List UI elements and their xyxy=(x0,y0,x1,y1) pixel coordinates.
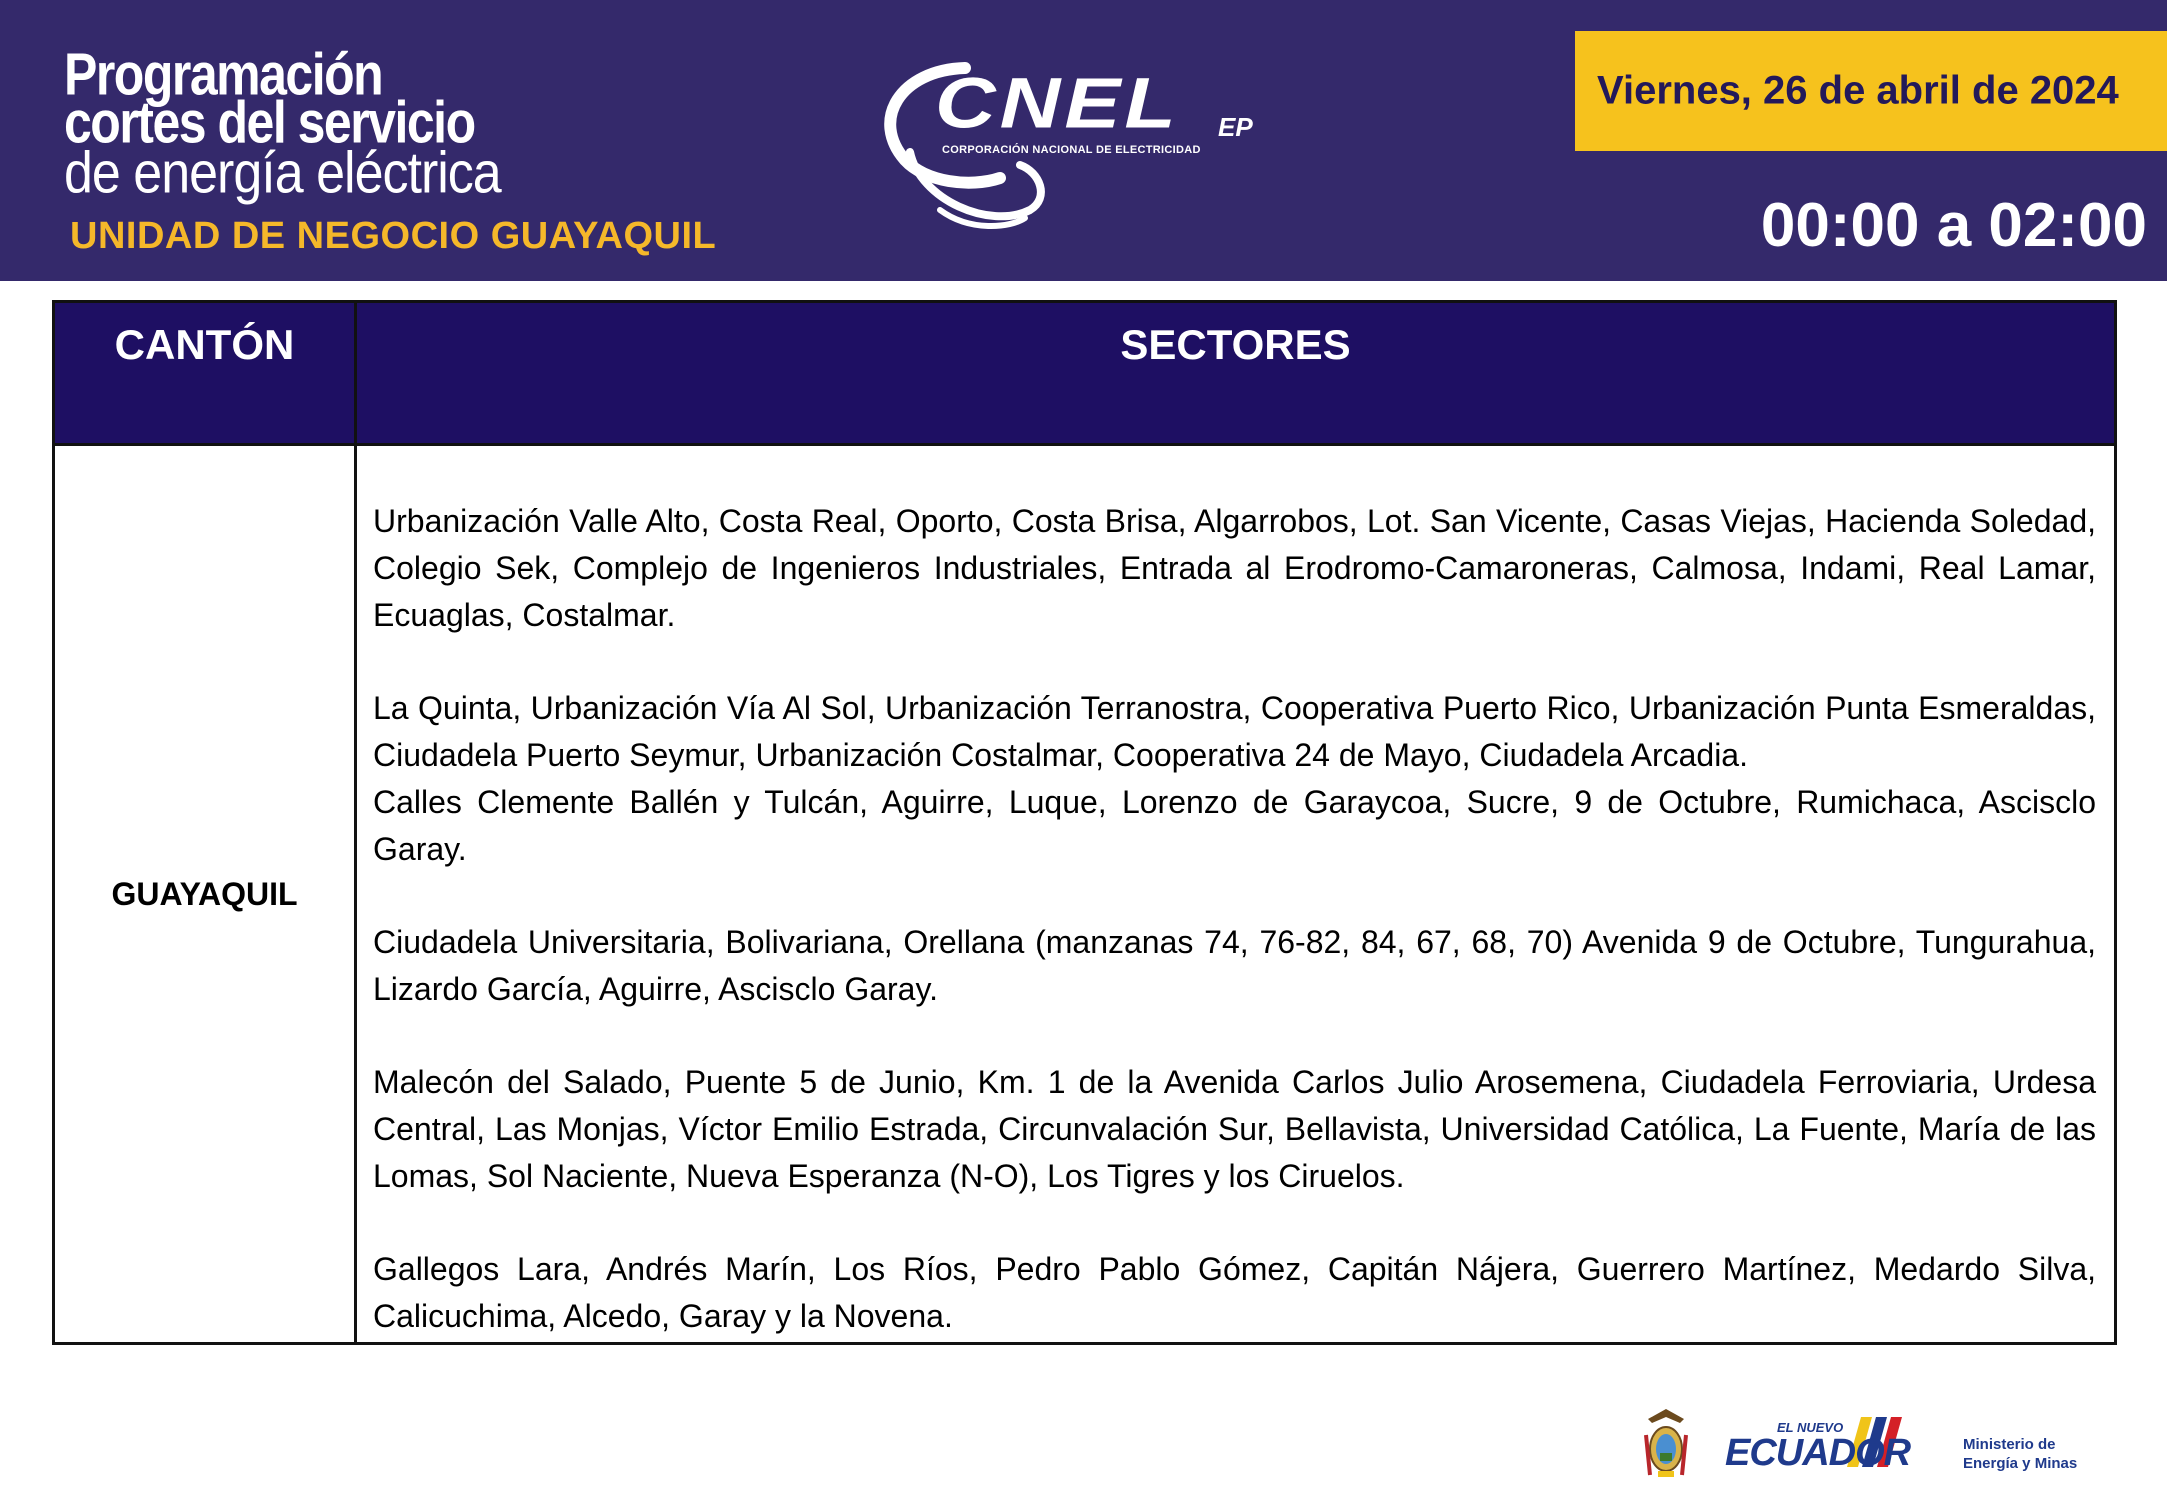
ecuador-wordmark: ECUADOR xyxy=(1725,1432,1911,1474)
date-text: Viernes, 26 de abril de 2024 xyxy=(1597,68,2119,113)
time-range: 00:00 a 02:00 xyxy=(1760,191,2147,260)
ministerio-line-1: Ministerio de xyxy=(1963,1436,2056,1453)
sector-paragraph: Malecón del Salado, Puente 5 de Junio, Km. 1 de la Avenida Carlos Julio Arosemena, Ciudadela Ferroviaria, Urdesa Central, Las Monjas, Víctor Emilio Estrada, Circunvalación Sur, Bellavista, Universidad Católica, La Fuente, María de las Lomas, Sol Naciente, Nueva Esperanza (N-O), Los Tigres y los Ciruelos. xyxy=(373,1064,2096,1194)
date-box xyxy=(1575,31,2167,151)
cnel-logo-wordmark: CNEL xyxy=(935,62,1180,143)
ministerio-line-2: Energía y Minas xyxy=(1963,1455,2078,1472)
sector-paragraph: Ciudadela Universitaria, Bolivariana, Orellana (manzanas 74, 76-82, 84, 67, 68, 70) Avenida 9 de Octubre, Tungurahua, Lizardo García, Aguirre, Ascisclo Garay. xyxy=(373,924,2096,1007)
sector-paragraph: Calles Clemente Ballén y Tulcán, Aguirre, Luque, Lorenzo de Garaycoa, Sucre, 9 de Octubre, Rumichaca, Ascisclo Garay. xyxy=(373,784,2096,867)
sectors-cell xyxy=(373,498,2096,1342)
sector-paragraph: La Quinta, Urbanización Vía Al Sol, Urbanización Terranostra, Cooperativa Puerto Rico, Urbanización Punta Esmeraldas, Ciudadela Puerto Seymur, Urbanización Costalmar, Cooperativa 24 de Mayo, Ciudadela Arcadia. xyxy=(373,690,2096,773)
ecuador-coat-of-arms-icon xyxy=(1646,1409,1686,1477)
title-line-1: Programación xyxy=(64,41,383,108)
sector-paragraph: Urbanización Valle Alto, Costa Real, Oporto, Costa Brisa, Algarrobos, Lot. San Vicente, Casas Viejas, Hacienda Soledad, Colegio Sek, Complejo de Ingenieros Industriales, Entrada al Erodromo-Camaroneras, Calmosa, Indami, Real Lamar, Ecuaglas, Costalmar. xyxy=(373,503,2096,633)
cnel-logo-subtitle: CORPORACIÓN NACIONAL DE ELECTRICIDAD xyxy=(942,144,1201,156)
canton-cell: GUAYAQUIL xyxy=(111,875,298,912)
outage-table xyxy=(52,300,2117,1345)
cnel-logo-ep: EP xyxy=(1218,112,1253,142)
business-unit-label: UNIDAD DE NEGOCIO GUAYAQUIL xyxy=(70,215,717,257)
header-divider xyxy=(55,443,2114,446)
header-banner xyxy=(0,0,2167,281)
column-header-sectores: SECTORES xyxy=(1120,321,1351,368)
ministerio-label xyxy=(1963,1435,2077,1473)
table-header-row xyxy=(55,303,2114,443)
column-header-canton: CANTÓN xyxy=(114,321,295,368)
el-nuevo-label: EL NUEVO xyxy=(1777,1420,1844,1435)
title-line-2: cortes del servicio xyxy=(64,89,475,156)
sector-paragraph: Gallegos Lara, Andrés Marín, Los Ríos, Pedro Pablo Gómez, Capitán Nájera, Guerrero Martínez, Medardo Silva, Calicuchima, Alcedo, Garay y la Novena. xyxy=(373,1251,2096,1334)
column-divider xyxy=(354,303,357,1342)
title-line-3: de energía eléctrica xyxy=(64,141,501,207)
